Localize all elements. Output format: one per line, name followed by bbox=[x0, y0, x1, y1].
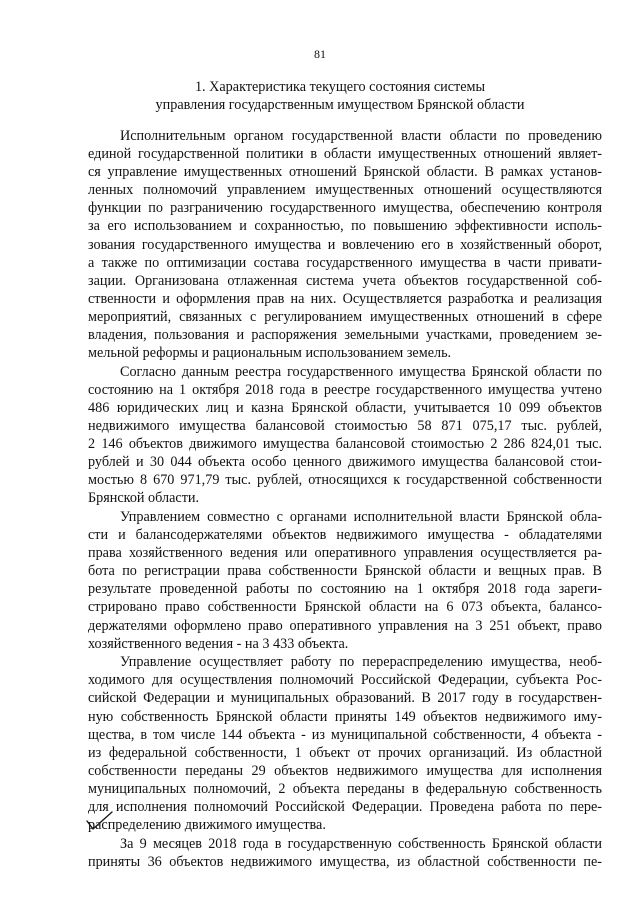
text-line: из федеральной собственности, 1 объект от прочих организаций. Из областной bbox=[88, 744, 602, 761]
section-title bbox=[80, 78, 600, 114]
paragraph bbox=[88, 508, 602, 653]
text-line: бота по регистрации права собственности Брянской области и вещных прав. В bbox=[88, 563, 602, 580]
section-title-line: управления государственным имуществом Брянской области bbox=[155, 97, 525, 113]
text-line: единой государственной политики в области имущественных отношений являет- bbox=[88, 146, 602, 163]
text-line: сти и балансодержателями объектов недвижимого имущества - обладателями bbox=[88, 527, 602, 544]
text-line: зации. Организована отлаженная система учета объектов государственной соб- bbox=[88, 272, 602, 289]
text-line: рублей и 30 044 объекта особо ценного движимого имущества балансовой стои- bbox=[88, 454, 602, 471]
handwritten-checkmark-icon bbox=[85, 810, 115, 832]
text-line: ходимого для осуществления полномочий Российской Федерации, субъекта Рос- bbox=[88, 672, 602, 689]
text-line: недвижимого имущества балансовой стоимостью 58 871 075,17 тыс. рублей, bbox=[88, 418, 602, 434]
text-line: держателями оформлено право оперативного управления на 3 251 объект, право bbox=[88, 617, 602, 634]
text-line: за его использованием и сохранностью, по повышению эффективности исполь- bbox=[88, 218, 602, 235]
text-line: ную собственность Брянской области приняты 149 объектов недвижимого иму- bbox=[88, 708, 602, 725]
text-line: стрировано право собственности Брянской области на 6 073 объекта, балансо- bbox=[88, 599, 602, 616]
paragraph bbox=[88, 653, 602, 834]
text-line: 2 146 объектов движимого имущества балансовой стоимостью 2 286 824,01 тыс. bbox=[88, 436, 602, 453]
page-number: 81 bbox=[314, 47, 326, 61]
text-line: владения, пользования и распоряжения земельными участками, проведением зе- bbox=[88, 327, 602, 344]
paragraph bbox=[88, 127, 602, 362]
paragraph bbox=[88, 363, 602, 508]
paragraph bbox=[88, 835, 602, 871]
text-line: а также по оптимизации состава государственного имущества в части привати- bbox=[88, 254, 602, 271]
text-line: Исполнительным органом государственной власти области по проведению bbox=[120, 128, 602, 144]
text-line: мостью 8 670 971,79 тыс. рублей, относящихся к государственной собственности bbox=[88, 472, 602, 489]
text-line: ся управление имущественных отношений Брянской области. В рамках установ- bbox=[88, 164, 602, 181]
text-line: состоянию на 1 октября 2018 года в реестре государственного имущества учтено bbox=[88, 381, 602, 398]
text-line: За 9 месяцев 2018 года в государственную собственность Брянской области bbox=[120, 835, 602, 852]
text-line: функции по разграничению государственного имущества, обеспечению контроля bbox=[88, 200, 602, 217]
text-line: мельной реформы и рациональным использованием земель. bbox=[88, 345, 452, 362]
text-line: Управление осуществляет работу по перераспределению имущества, необ- bbox=[120, 654, 602, 671]
text-line: щества, в том числе 144 объекта - из муниципальной собственности, 4 объекта - bbox=[88, 726, 602, 743]
section-title-line: 1. Характеристика текущего состояния системы bbox=[194, 79, 486, 95]
text-line: зования государственного имущества и вовлечению его в хозяйственный оборот, bbox=[88, 236, 602, 253]
text-line: мероприятий, связанных с регулированием имущественных отношений в сфере bbox=[88, 308, 602, 325]
text-line: 486 юридических лиц и казна Брянской области, учитывается 10 099 объектов bbox=[88, 399, 602, 416]
text-line: собственности переданы 29 объектов недвижимого имущества для исполнения bbox=[88, 762, 602, 779]
text-line: Управлением совместно с органами исполнительной власти Брянской обла- bbox=[120, 508, 602, 525]
text-line: ленных полномочий управлением имущественных отношений осуществляются bbox=[88, 182, 602, 199]
text-line: Согласно данным реестра государственного имущества Брянской области по bbox=[120, 363, 602, 380]
text-line: распределению движимого имущества. bbox=[88, 817, 326, 834]
text-line: ственности и оформления прав на них. Осуществляется разработка и реализация bbox=[88, 290, 602, 307]
text-line: Брянской области. bbox=[88, 490, 200, 507]
text-line: хозяйственного ведения - на 3 433 объекта. bbox=[88, 635, 349, 652]
text-line: результате проведенной работы по состоянию на 1 октября 2018 года зареги- bbox=[88, 581, 602, 598]
text-line: сийской Федерации и муниципальных образований. В 2017 году в государствен- bbox=[88, 690, 602, 707]
document-body bbox=[88, 127, 602, 871]
text-line: права хозяйственного ведения или оперативного управления осуществляется ра- bbox=[88, 545, 602, 562]
text-line: приняты 36 объектов недвижимого имущества, из областной собственности пе- bbox=[88, 853, 602, 870]
text-line: муниципальных полномочий, 2 объекта переданы в федеральную собственность bbox=[88, 780, 602, 797]
text-line: для исполнения полномочий Российской Федерации. Проведена работа по пере- bbox=[88, 798, 602, 815]
